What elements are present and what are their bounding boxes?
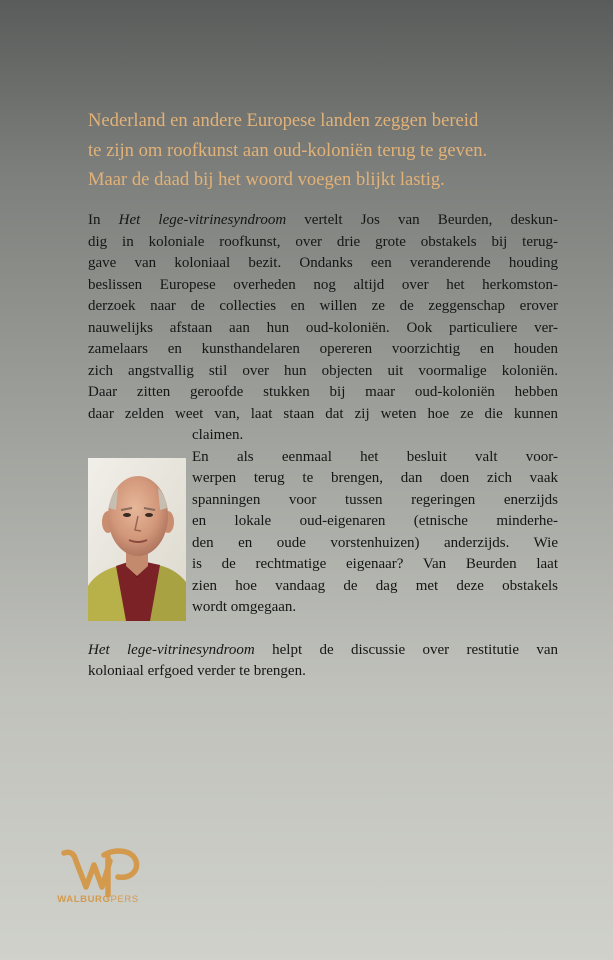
body-fragment: vertelt Jos van Beurden, deskun- xyxy=(286,212,558,228)
body-line: werpen terug te brengen, dan doen zich vaak xyxy=(192,470,558,486)
body-line: is de rechtmatige eigenaar? Van Beurden laat xyxy=(192,556,558,572)
book-title: Het lege-vitrinesyndroom xyxy=(88,641,255,658)
author-photo xyxy=(88,458,186,621)
intro-text xyxy=(88,106,558,195)
body-line: nauwelijks afstaan aan hun oud-koloniën. Ook particuliere ver- xyxy=(88,319,558,336)
body-line: claimen. xyxy=(192,427,244,443)
intro-line: te zijn om roofkunst aan oud-koloniën terug te geven. xyxy=(88,139,488,161)
body-fragment: In xyxy=(88,212,119,228)
intro-line: Maar de daad bij het woord voegen blijkt lastig. xyxy=(88,169,445,190)
body-fragment: helpt de discussie over restitutie van xyxy=(254,641,559,658)
body-line: zamelaars en kunsthandelaren opereren voorzichtig en houden xyxy=(88,341,558,357)
body-line: zien hoe vandaag de dag met deze obstakels xyxy=(192,577,558,594)
publisher-name-light: PERS xyxy=(110,894,139,905)
body-line: gave van koloniaal bezit. Ondanks een veranderende houding xyxy=(88,255,558,271)
body-line: En als eenmaal het besluit valt voor- xyxy=(192,448,558,465)
body-line: dig in koloniale roofkunst, over drie grote obstakels bij terug- xyxy=(88,233,558,250)
body-line: den en oude vorstenhuizen) anderzijds. Wie xyxy=(192,534,558,551)
body-line: daar zelden weet van, laat staan dat zij weten hoe ze die kunnen xyxy=(88,405,558,422)
body-line: spanningen voor tussen regeringen enerzijds xyxy=(192,491,558,508)
publisher-name xyxy=(48,894,148,905)
body-line xyxy=(88,640,558,662)
intro-line: Nederland en andere Europese landen zeggen bereid xyxy=(88,110,479,131)
book-title: Het lege-vitrinesyndroom xyxy=(118,212,287,228)
publisher-name-bold: WALBURG xyxy=(57,894,111,905)
body-line: en lokale oud-eigenaren (etnische minderhe- xyxy=(192,513,558,529)
body-line: Daar zitten geroofde stukken bij maar oud-koloniën hebben xyxy=(88,384,558,400)
body-line: koloniaal erfgoed verder te brengen. xyxy=(88,663,306,679)
body-line: derzoek naar de collecties en willen ze de zeggenschap erover xyxy=(88,298,558,314)
body-line: beslissen Europese overheden nog altijd over het herkomston- xyxy=(88,276,558,293)
body-line: wordt omgegaan. xyxy=(192,599,297,615)
body-line: zich angstvallig stil over hun objecten uit voormalige koloniën. xyxy=(88,362,558,379)
body-line xyxy=(88,210,558,232)
